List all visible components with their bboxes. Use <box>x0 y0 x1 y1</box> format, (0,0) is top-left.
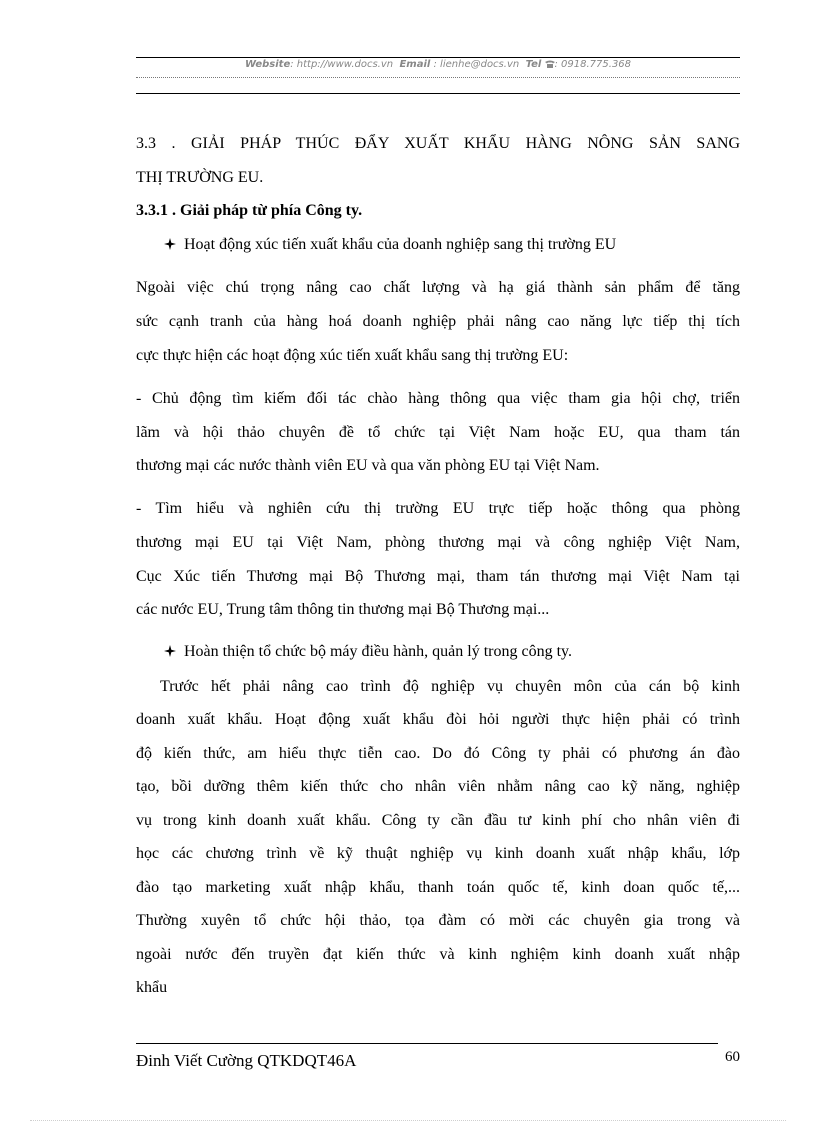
paragraph-line: học các chương trình về kỹ thuật nghiệp vụ kinh doanh xuất nhập khẩu, lớp <box>136 845 740 862</box>
paragraph-line: các nước EU, Trung tâm thông tin thương mại Bộ Thương mại... <box>136 601 550 618</box>
paragraph-line: Thường xuyên tổ chức hội thảo, tọa đàm có mời các chuyên gia trong và <box>136 912 740 929</box>
paragraph-line: khẩu <box>136 979 168 996</box>
tel-label: Tel <box>525 59 542 70</box>
section-heading-line-2: THỊ TRƯỜNG EU. <box>136 169 264 186</box>
paragraph-line: cực thực hiện các hoạt động xúc tiến xuất khẩu sang thị trường EU: <box>136 347 569 364</box>
paragraph-line: - Chủ động tìm kiếm đối tác chào hàng thông qua việc tham gia hội chợ, triển <box>136 390 740 407</box>
paragraph-line: độ kiến thức, am hiểu thực tiễn cao. Do đó Công ty phải có phương án đào <box>136 745 740 762</box>
section-heading-line-1: 3.3 . GIẢI PHÁP THÚC ĐẨY XUẤT KHẨU HÀNG NÔNG SẢN SANG <box>136 135 740 152</box>
paragraph-line: đào tạo marketing xuất nhập khẩu, thanh toán quốc tế, kinh doan quốc tế,... <box>136 879 740 896</box>
subsection-heading: 3.3.1 . Giải pháp từ phía Công ty. <box>136 202 363 219</box>
diamond-bullet-icon <box>164 643 176 655</box>
bullet-text: Hoạt động xúc tiến xuất khẩu của doanh nghiệp sang thị trường EU <box>184 236 617 253</box>
header-dotted-rule <box>136 77 740 78</box>
email-label: Email <box>399 59 431 70</box>
paragraph-line: thương mại EU tại Việt Nam, phòng thương mại và công nghiệp Việt Nam, <box>136 534 740 551</box>
paragraph-line: doanh xuất khẩu. Hoạt động xuất khẩu đòi hỏi người thực hiện phải có trình <box>136 711 740 728</box>
header-rule-bottom <box>136 93 740 94</box>
paragraph-line: thương mại các nước thành viên EU và qua văn phòng EU tại Việt Nam. <box>136 457 600 474</box>
paragraph-line: Cục Xúc tiến Thương mại Bộ Thương mại, tham tán thương mại Việt Nam tại <box>136 568 740 585</box>
telephone-icon <box>545 59 555 67</box>
diamond-bullet-icon <box>164 236 176 248</box>
email-address[interactable]: : lienhe@docs.vn <box>430 59 520 70</box>
website-url[interactable]: : http://www.docs.vn <box>290 59 394 70</box>
website-header <box>136 58 740 72</box>
paragraph-line: Trước hết phải nâng cao trình độ nghiệp vụ chuyên môn của cán bộ kinh <box>160 678 740 695</box>
phone-number: : 0918.775.368 <box>554 59 632 70</box>
footer-author: Đinh Viết Cường QTKDQT46A <box>136 1051 357 1070</box>
paragraph-line: vụ trong kinh doanh xuất khẩu. Công ty cần đầu tư kinh phí cho nhân viên đi <box>136 812 740 829</box>
paragraph-line: lãm và hội thảo chuyên đề tổ chức tại Việt Nam hoặc EU, qua tham tán <box>136 424 740 441</box>
website-label: Website <box>244 59 291 70</box>
page-bottom-dotted-edge <box>30 1120 786 1121</box>
paragraph-line: tạo, bồi dưỡng thêm kiến thức cho nhân viên nhằm nâng cao kỹ năng, nghiệp <box>136 778 740 795</box>
footer-rule <box>136 1043 718 1044</box>
paragraph-line: sức cạnh tranh của hàng hoá doanh nghiệp phải nâng cao năng lực tiếp thị tích <box>136 313 740 330</box>
page-number: 60 <box>725 1049 740 1065</box>
paragraph-line: Ngoài việc chú trọng nâng cao chất lượng và hạ giá thành sản phẩm để tăng <box>136 279 740 296</box>
paragraph-line: ngoài nước đến truyền đạt kiến thức và kinh nghiệm kinh doanh xuất nhập <box>136 946 740 963</box>
bullet-item-promotion <box>164 235 740 255</box>
bullet-item-organization <box>164 642 740 662</box>
paragraph-line: - Tìm hiểu và nghiên cứu thị trường EU trực tiếp hoặc thông qua phòng <box>136 500 740 517</box>
bullet-text: Hoàn thiện tổ chức bộ máy điều hành, quản lý trong công ty. <box>184 643 572 660</box>
